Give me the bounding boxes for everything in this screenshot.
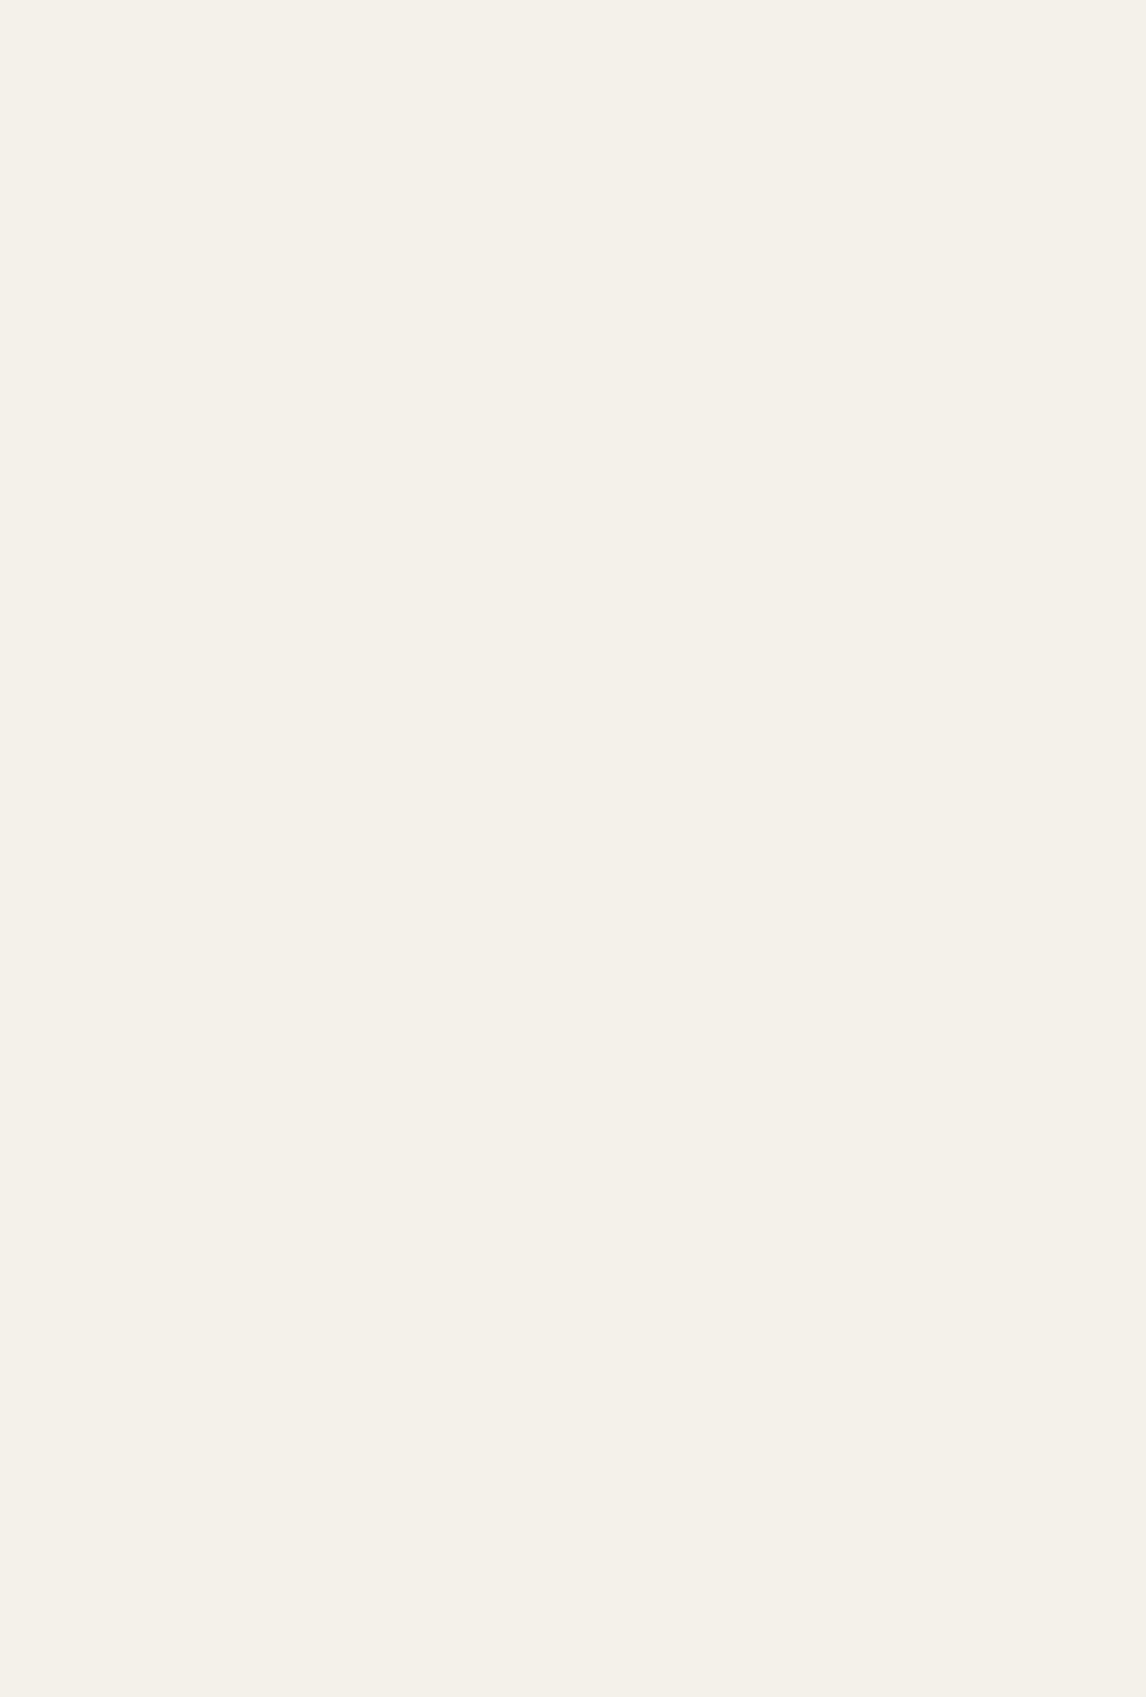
document-page: [0, 0, 1146, 1697]
